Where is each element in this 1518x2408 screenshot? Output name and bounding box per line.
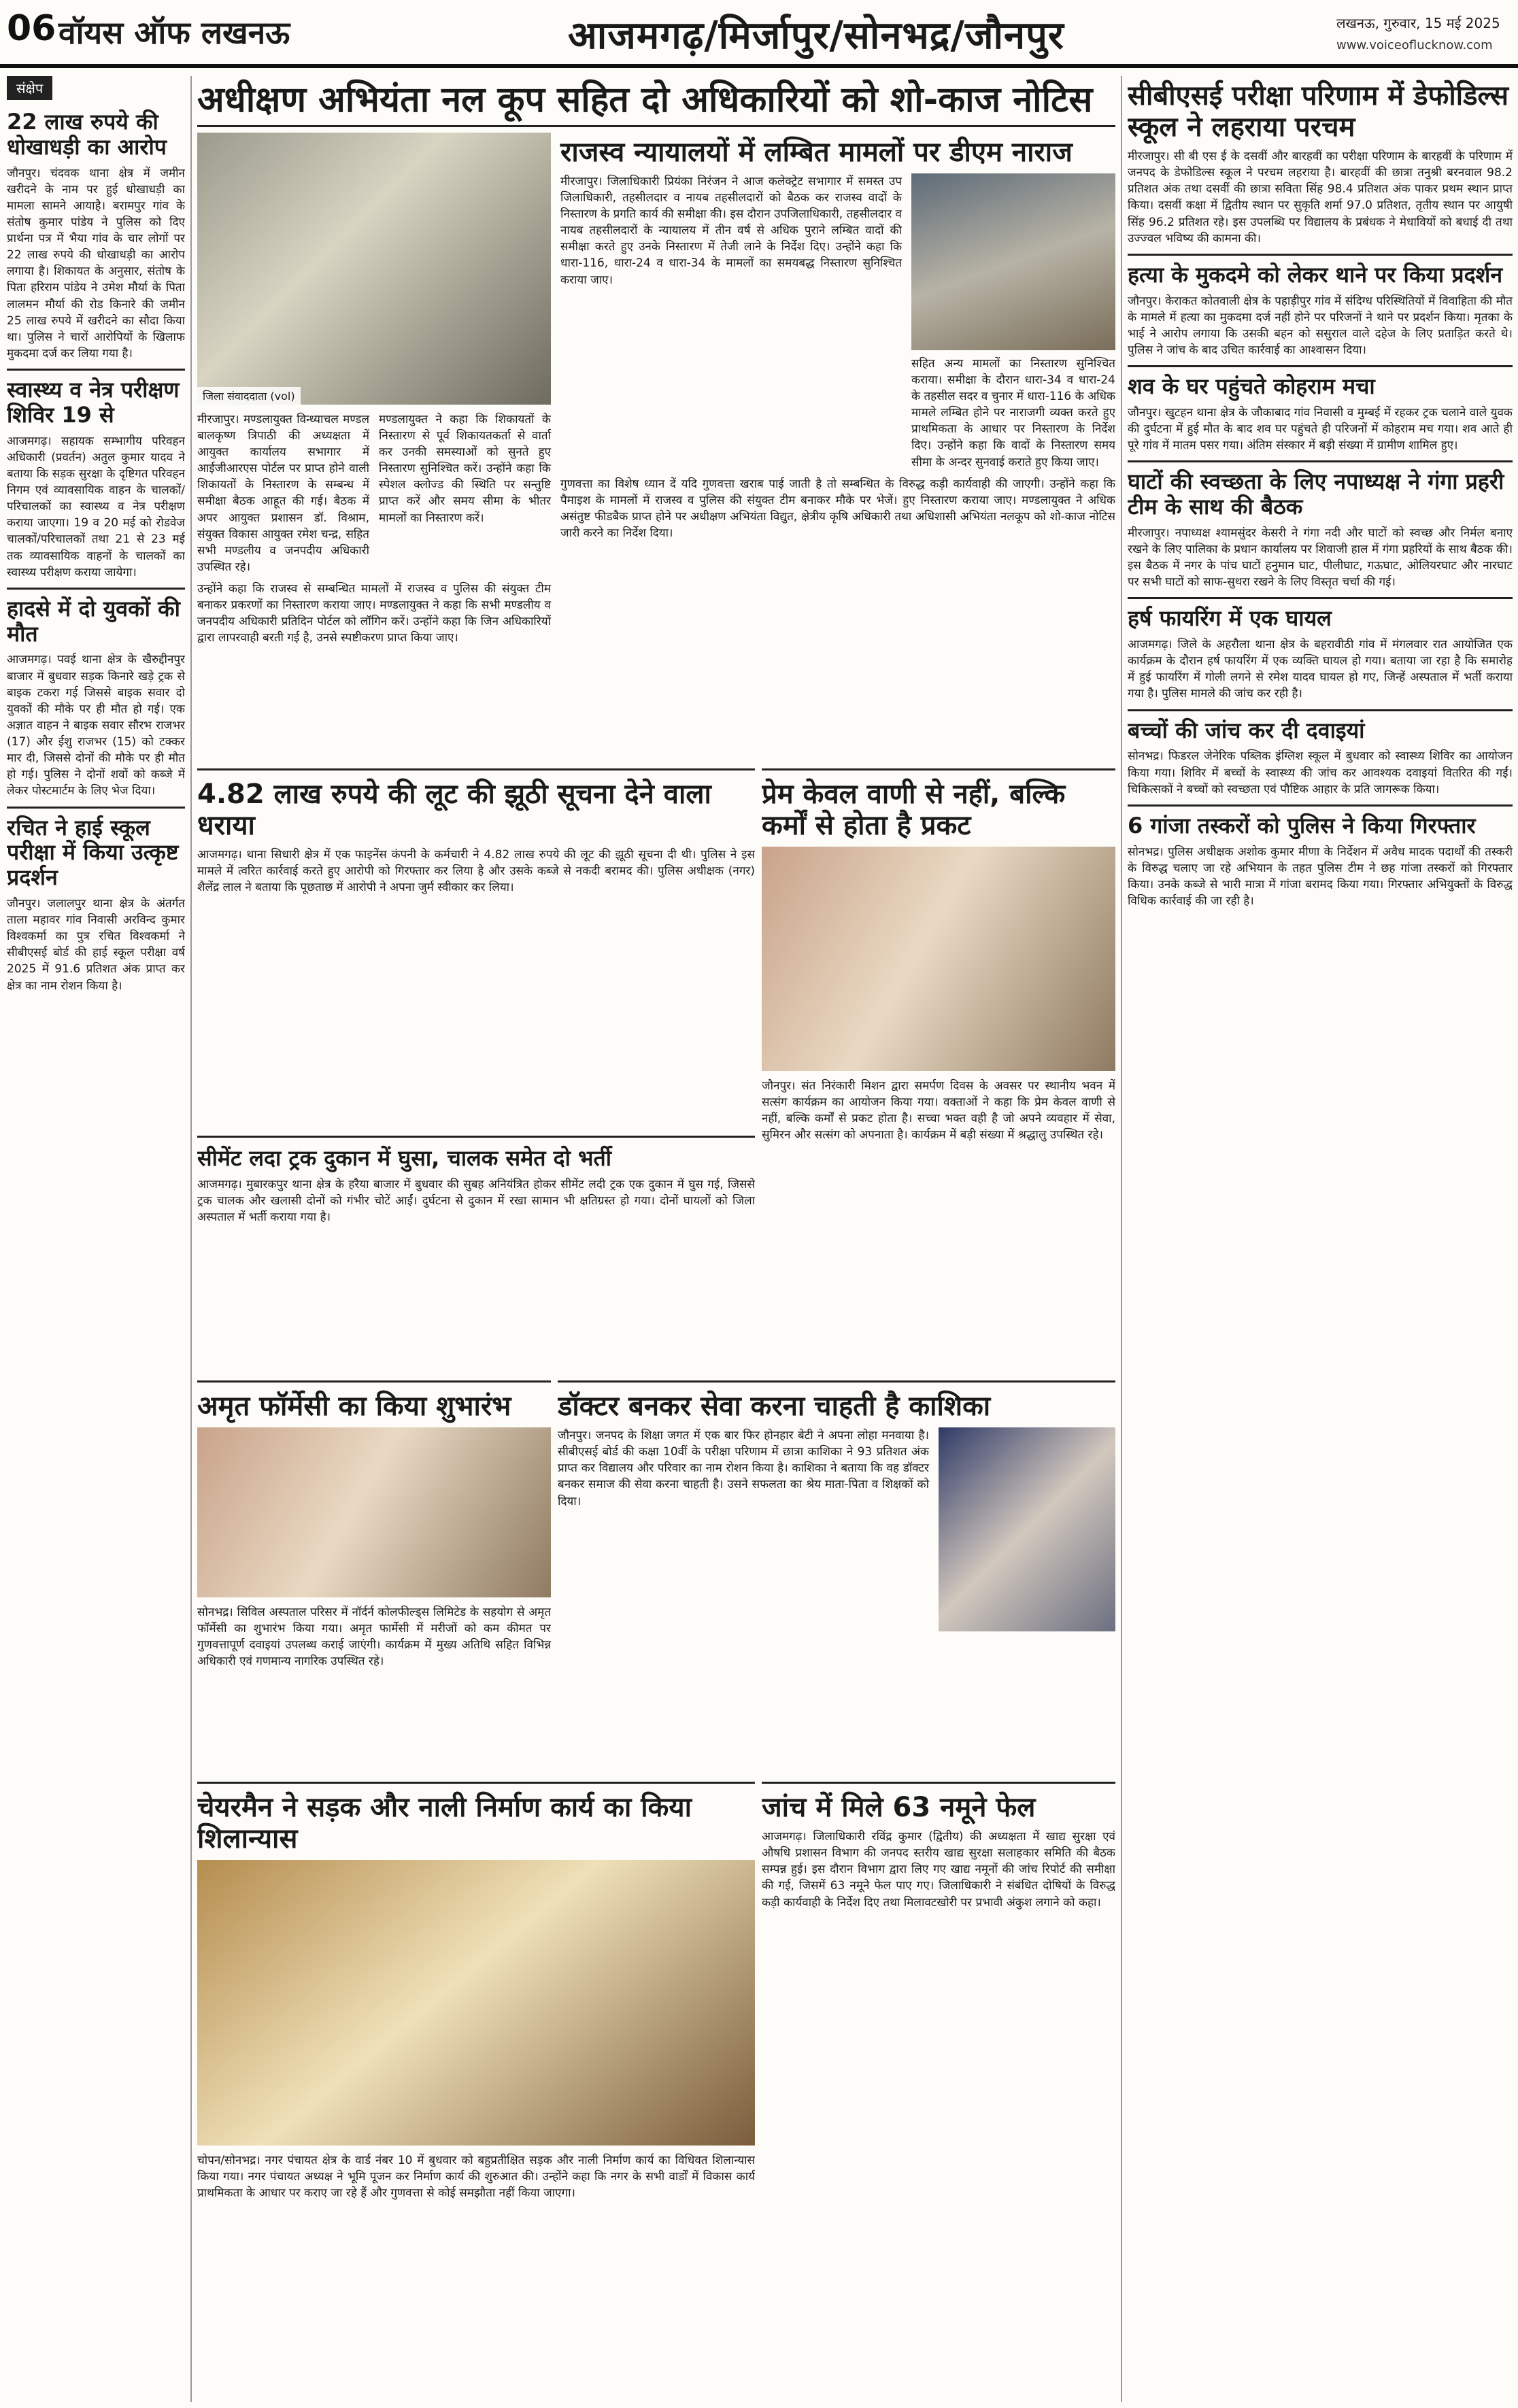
meeting-photo	[911, 173, 1115, 350]
issue-date: लखनऊ, गुरुवार, 15 मई 2025	[1336, 15, 1500, 31]
chair-body: चोपन/सोनभद्र। नगर पंचायत क्षेत्र के वार्ड नंबर 10 में बुधवार को बहुप्रतीक्षित सड़क और नाली निर्माण कार्य का विधिवत शिलान्यास किया गया। नगर पंचायत अध्यक्ष ने भूमि पूजन कर निर्माण कार्य की शुरुआत की। उन्होंने कहा कि नगर के सभी वार्डों में विकास कार्य प्राथमिकता के आधार पर कराए जा रहे हैं और गुणवत्ता से कोई समझौता नहीं किया जाएगा।	[197, 2154, 755, 2201]
lead-headline: अधीक्षण अभियंता नल कूप सहित दो अधिकारियों को शो-काज नोटिस	[197, 80, 1115, 127]
lead-body: मण्डलायुक्त ने कहा कि शिकायतों के निस्तारण से पूर्व शिकायतकर्ता से वार्ता कर उनकी समस्याओं को सुनते हुए निस्तारण सुनिश्चित करें। उन्होंने कहा कि स्पेशल क्लोज्ड की स्थिति पर सन्तुष्टि प्राप्त करें और समय सीमा के भीतर मामलों का निस्तारण करें।	[379, 412, 551, 525]
cbse-headline: सीबीएसई परीक्षा परिणाम में डेफोडिल्स स्कूल ने लहराया परचम	[1128, 80, 1509, 143]
student-photo	[939, 1427, 1115, 1631]
shav-body: जौनपुर। खुटहन थाना क्षेत्र के जौकाबाद गांव निवासी व मुम्बई में रहकर ट्रक चलाने वाले युवक की दुर्घटना में हुई मौत के बाद शव घर पहुंचते ही परिजनों में कोहराम मच गया। शव आते ही पूरे गांव में मातम पसर गया। अंतिम संस्कार में बड़ी संख्या में ग्रामीण शामिल हुए।	[1128, 405, 1513, 453]
brief-body: जौनपुर। चंदवक थाना क्षेत्र में जमीन खरीदने के नाम पर हुई धोखाधड़ी का मामला सामने आयाहै। बरामपुर गांव के संतोष कुमार पांडेय ने पुलिस को दिए प्रार्थना पत्र में भैया गांव के चार लोगों पर 22 लाख रुपये की धोखाधड़ी का आरोप लगाया है। शिकायत के अनुसार, संतोष के पिता हरिराम पांडेय ने उमेश मौर्या के पिता लालमन मौर्या की रोड किनारे की जमीन 25 लाख रुपये में खरीदने का सौदा किया था। पुलिस ने चारों आरोपियों के खिलाफ मुकदमा दर्ज कर लिया गया है।	[7, 166, 185, 360]
brief-headline: हादसे में दो युवकों की मौत	[7, 595, 180, 647]
pharmacy-photo	[197, 1427, 551, 1597]
chair-headline: चेयरमैन ने सड़क और नाली निर्माण कार्य का किया शिलान्यास	[197, 1792, 692, 1854]
photo-caption: जिला संवाददाता (vol)	[197, 387, 301, 405]
lead-photo	[197, 133, 551, 405]
satsang-photo	[762, 847, 1115, 1071]
chair-story	[197, 1782, 755, 2401]
amrit-body: सोनभद्र। सिविल अस्पताल परिसर में नॉर्दर्न कोलफील्ड्स लिमिटेड के सहयोग से अमृत फॉर्मेसी का शुभारंभ किया गया। अमृत फार्मेसी में मरीजों को कम कीमत पर गुणवत्तापूर्ण दवाइयां उपलब्ध कराई जाएंगी। कार्यक्रम में मुख्य अतिथि सहित विभिन्न अधिकारी एवं गणमान्य नागरिक उपस्थित रहे।	[197, 1606, 551, 1669]
harsh-headline: हर्ष फायरिंग में एक घायल	[1128, 605, 1332, 632]
lead-body: मीरजापुर। मण्डलायुक्त विन्ध्याचल मण्डल बालकृष्ण त्रिपाठी की अध्यक्षता में आयुक्त कार्यालय सभागार में आईजीआरएस पोर्टल पर प्राप्त होने वाली शिकायतों के निस्तारण के सम्बन्ध में समीक्षा बैठक आहूत की गई। बैठक में अपर आयुक्त प्रशासन डॉ. विश्राम, संयुक्त विकास आयुक्त रमेश चन्द्र, सहित सभी मण्डलीय व जनपदीय अधिकारी उपस्थित रहे।	[197, 412, 369, 574]
brief-body: आजमगढ़। सहायक सम्भागीय परिवहन अधिकारी (प्रवर्तन) अतुल कुमार यादव ने बताया कि सड़क सुरक्षा के दृष्टिगत परिवहन निगम एवं व्यावसायिक वाहन के चालकों/परिचालकों का स्वास्थ्य व नेत्र परीक्षण कराया जाएगा। 19 व 20 मई को रोडवेज चालकों/परिचालकों तथा 21 से 23 मई तक व्यावसायिक वाहनों के चालकों का स्वास्थ्य परीक्षण कराया जायेगा।	[7, 434, 185, 579]
ganja-headline: 6 गांजा तस्करों को पुलिस ने किया गिरफ्तार	[1128, 812, 1476, 838]
ganja-body: सोनभद्र। पुलिस अधीक्षक अशोक कुमार मीणा के निर्देशन में अवैध मादक पदार्थों की तस्करी के विरुद्ध चलाए जा रहे अभियान के तहत पुलिस टीम ने छह गांजा तस्करों को गिरफ्तार किया। उनके कब्जे से भारी मात्रा में गांजा बरामद किया गया। गिरफ्तार अभियुक्तों के विरुद्ध विधिक कार्रवाई की जा रही है।	[1128, 845, 1513, 908]
ghat-headline: घाटों की स्वच्छता के लिए नपाध्यक्ष ने गंगा प्रहरी टीम के साथ की बैठक	[1128, 469, 1504, 520]
ghat-body: मीरजापुर। नपाध्यक्ष श्यामसुंदर केसरी ने गंगा नदी और घाटों को स्वच्छ और निर्मल बनाए रखने के लिए पालिका के प्रधान कार्यालय पर शिवाजी हाल में गंगा प्रहरियों के साथ बैठक की। इस बैठक में नगर के पांच घाटों हनुमान घाट, पीलीघाट, गऊघाट, ओलियरघाट और नारघाट पर सभी घाटों को साफ-सुथरा रखने के लिए विस्तृत चर्चा की गई।	[1128, 526, 1513, 590]
brand-name: वॉयस ऑफ लखनऊ	[58, 14, 290, 51]
page-number: 06	[7, 8, 56, 49]
prem-headline: प्रेम केवल वाणी से नहीं, बल्कि कर्मों से होता है प्रकट	[762, 779, 1066, 841]
kids-body: सोनभद्र। फिडरल जेनेरिक पब्लिक इंग्लिश स्कूल में बुधवार को स्वास्थ्य शिविर का आयोजन किया गया। शिविर में बच्चों के स्वास्थ्य की जांच कर आवश्यक दवाइयां वितरित की गईं। चिकित्सकों ने बच्चों को स्वच्छता एवं पौष्टिक आहार के प्रति जागरूक किया।	[1128, 749, 1513, 796]
brief-headline: स्वास्थ्य व नेत्र परीक्षण शिविर 19 से	[7, 377, 180, 428]
truck-body: आजमगढ़। मुबारकपुर थाना क्षेत्र के हरैया बाजार में बुधवार की सुबह अनियंत्रित होकर सीमेंट लदी ट्रक एक दुकान में घुस गई, जिससे ट्रक चालक और खलासी दोनों को गंभीर चोटें आईं। दुर्घटना से दुकान में रखा सामान भी क्षतिग्रस्त हो गया। दोनों घायलों को जिला अस्पताल में भर्ती कराया गया है।	[197, 1177, 755, 1225]
masthead	[0, 0, 1518, 68]
right-column	[1128, 76, 1513, 2402]
foundation-photo	[197, 1860, 755, 2146]
loot-story	[197, 768, 755, 1129]
doctor-story	[558, 1380, 1115, 1775]
truck-story	[197, 1136, 755, 1374]
website: www.voiceoflucknow.com	[1336, 38, 1493, 52]
doctor-body: जौनपुर। जनपद के शिक्षा जगत में एक बार फिर होनहार बेटी ने अपना लोहा मनवाया है। सीबीएसई बोर्ड की कक्षा 10वीं के परीक्षा परिणाम में छात्रा काशिका ने 93 प्रतिशत अंक प्राप्त कर विद्यालय और परिवार का नाम रोशन किया है। काशिका ने बताया कि वह डॉक्टर बनकर समाज की सेवा करना चाहती है। उसने सफलता का श्रेय माता-पिता व शिक्षकों को दिया।	[558, 1429, 929, 1508]
amrit-headline: अमृत फॉर्मेसी का किया शुभारंभ	[197, 1391, 511, 1422]
jaanch-body: आजमगढ़। जिलाधिकारी रविंद्र कुमार (द्वितीय) की अध्यक्षता में खाद्य सुरक्षा एवं औषधि प्रशासन विभाग की जनपद स्तरीय खाद्य सुरक्षा सलाहकार समिति की बैठक सम्पन्न हुई। इस दौरान विभाग द्वारा लिए गए खाद्य नमूनों की जांच रिपोर्ट की समीक्षा की गई, जिसमें 63 नमूने फेल पाए गए। जिलाधिकारी ने संबंधित दोषियों के विरुद्ध कड़ी कार्यवाही के निर्देश दिए तथा मिलावटखोरी पर प्रभावी अंकुश लगाने को कहा।	[762, 1830, 1115, 1910]
brief-body: जौनपुर। जलालपुर थाना क्षेत्र के अंतर्गत ताला महावर गांव निवासी अरविन्द कुमार विश्वकर्मा का पुत्र रचित विश्वकर्मा ने सीबीएसई बोर्ड की हाई स्कूल परीक्षा वर्ष 2025 में 91.6 प्रतिशत अंक प्राप्त कर क्षेत्र का नाम रोशन किया है।	[7, 896, 185, 993]
kids-headline: बच्चों की जांच कर दी दवाइयां	[1128, 717, 1365, 743]
dm-body: मीरजापुर। जिलाधिकारी प्रियंका निरंजन ने आज कलेक्ट्रेट सभागार में समस्त उप जिलाधिकारी, तहसीलदार व नायब तहसीलदारों को बैठक कर राजस्व वादों के निस्तारण के प्रगति कार्य की समीक्षा की। इस दौरान उपजिलाधिकारी, तहसीलदार व नायब तहसीलदारों के न्यायालय में तीन वर्ष से अधिक पुराने लम्बित वादों की समीक्षा करते हुए उनके निस्तारण में तेजी लाने के निर्देश दिए। उन्होंने कहा कि धारा-116, धारा-24 व धारा-34 के मामलों का समयबद्ध निस्तारण सुनिश्चित कराया जाए।	[560, 174, 902, 287]
loot-headline: 4.82 लाख रुपये की लूट की झूठी सूचना देने वाला धराया	[197, 779, 711, 841]
jaanch-headline: जांच में मिले 63 नमूने फेल	[762, 1792, 1036, 1823]
amrit-story	[197, 1380, 551, 1775]
lead-story	[197, 76, 1115, 763]
brief-headline: रचित ने हाई स्कूल परीक्षा में किया उत्कृष्ट प्रदर्शन	[7, 814, 179, 891]
brief-headline: 22 लाख रुपये की धोखाधड़ी का आरोप	[7, 109, 167, 160]
prem-body: जौनपुर। संत निरंकारी मिशन द्वारा समर्पण दिवस के अवसर पर स्थानीय भवन में सत्संग कार्यक्रम का आयोजन किया गया। वक्ताओं ने कहा कि प्रेम केवल वाणी से नहीं, बल्कि कर्मों से प्रकट होता है। सच्चा भक्त वही है जो अपने व्यवहार में सेवा, सुमिरन और सत्संग को अपनाता है। कार्यक्रम में बड़ी संख्या में श्रद्धालु उपस्थित रहे।	[762, 1079, 1115, 1142]
loot-body: आजमगढ़। थाना सिधारी क्षेत्र में एक फाइनेंस कंपनी के कर्मचारी ने 4.82 लाख रुपये की लूट की झूठी सूचना दी थी। पुलिस ने इस मामले में त्वरित कार्रवाई करते हुए आरोपी को गिरफ्तार कर लिया है और उसके कब्जे से नकदी बरामद की। पुलिस अधीक्षक (नगर) शैलेंद्र लाल ने बताया कि पूछताछ में आरोपी ने अपना जुर्म स्वीकार कर लिया।	[197, 848, 755, 895]
dm-body: गुणवत्ता का विशेष ध्यान दें यदि गुणवत्ता खराब पाई जाती है तो सम्बन्धित के विरुद्ध कड़ी कार्यवाही की जाएगी। उन्होंने कहा कि पैमाइश के मामलों में राजस्व व पुलिस की संयुक्त टीम बनाकर मौके पर भेजें। हुए निस्तारण कराया जाए। मण्डलायुक्त ने अधिक असंतुष्ट फीडबैक प्राप्त होने पर अधीक्षण अभियंता विद्युत, क्षेत्रीय कृषि अधिकारी तथा अधिशासी अभियंता नलकूप को शो-काज नोटिस जारी करने का निर्देश दिया।	[560, 477, 1115, 541]
truck-headline: सीमेंट लदा ट्रक दुकान में घुसा, चालक समेत दो भर्ती	[197, 1145, 612, 1171]
prem-story	[762, 768, 1115, 1374]
jaanch-story	[762, 1782, 1115, 2401]
murder-headline: हत्या के मुकदमे को लेकर थाने पर किया प्रदर्शन	[1128, 261, 1503, 288]
dm-body: सहित अन्य मामलों का निस्तारण सुनिश्चित कराया। समीक्षा के दौरान धारा-34 व धारा-24 के तहसील सदर व चुनार में धारा-116 के अधिक मामले लम्बित होने पर नाराजगी व्यक्त करते हुए प्राथमिकता के आधार पर निस्तारण के निर्देश दिए। उन्होंने कहा कि वादों के निस्तारण समय सीमा के अन्दर सुनवाई कराते हुए किया जाए।	[911, 356, 1115, 469]
murder-body: जौनपुर। केराकत कोतवाली क्षेत्र के पहाड़ीपुर गांव में संदिग्ध परिस्थितियों में विवाहिता की मौत के मामले में हत्या का मुकदमा दर्ज नहीं होने पर परिजनों ने थाने पर प्रदर्शन किया। मृतका के भाई ने आरोप लगाया कि उसकी बहन को ससुराल वाले दहेज के लिए प्रताड़ित करते थे। पुलिस ने जांच के बाद उचित कार्रवाई का आश्वासन दिया।	[1128, 294, 1513, 357]
dm-headline: राजस्व न्यायालयों में लम्बित मामलों पर डीएम नाराज	[560, 136, 1073, 168]
briefs-column	[7, 76, 185, 2402]
harsh-body: आजमगढ़। जिले के अहरौला थाना क्षेत्र के बहरावीठी गांव में मंगलवार रात आयोजित एक कार्यक्रम के दौरान हर्ष फायरिंग में एक व्यक्ति घायल हो गया। बताया जा रहा है कि समारोह में हुई फायरिंग में गोली लगने से रमेश यादव घायल हो गए, जिन्हें अस्पताल में भर्ती कराया गया है। पुलिस मामले की जांच कर रही है।	[1128, 638, 1513, 701]
region-title: आजमगढ़/मिर्जापुर/सोनभद्र/जौनपुर	[568, 14, 1064, 58]
lead-body: उन्होंने कहा कि राजस्व से सम्बन्धित मामलों में राजस्व व पुलिस की संयुक्त टीम बनाकर प्रकरणों का निस्तारण कराया जाए। मण्डलायुक्त ने कहा कि सभी मण्डलीय व जनपदीय अधिकारी प्रतिदिन पोर्टल को लॉगिन करें। उन्होंने कहा कि जिन अधिकारियों द्वारा लापरवाही बरती गई है, उनसे स्पष्टीकरण प्राप्त किया जाए।	[197, 582, 551, 645]
brief-body: आजमगढ़। पवई थाना क्षेत्र के खैरुद्दीनपुर बाजार में बुधवार सड़क किनारे खड़े ट्रक से बाइक टकरा गई जिससे बाइक सवार दो युवकों की मौके पर ही मौत हो गई। एक अज्ञात वाहन ने बाइक सवार सौरभ राजभर (17) और ईशु राजभर (15) को टक्कर मार दी, जिससे दोनों की मौके पर ही मौत हो गई। पुलिस ने दोनों शवों को कब्जे में लेकर पोस्टमार्टम के लिए भेज दिया।	[7, 653, 185, 798]
cbse-body: मीरजापुर। सी बी एस ई के दसवीं और बारहवीं का परीक्षा परिणाम के बारहवीं के परिणाम में जनपद के डेफोडिल्स स्कूल ने परचम लहराया है। बारहवीं की छात्रा तनुश्री बरनवाल 98.2 प्रतिशत अंक तथा दसवीं की छात्रा सविता सिंह 98.4 प्रतिशत अंक पाकर प्रथम स्थान प्राप्त किया। दसवीं कक्षा में द्वितीय स्थान पर सुकृति शर्मा 97.0 प्रतिशत, तृतीय स्थान पर आयुषी सिंह 96.2 प्रतिशत रहे। इस उपलब्धि पर विद्यालय के प्रबंधक ने मेधावियों को बधाई दी तथा उज्ज्वल भविष्य की कामना की।	[1128, 150, 1513, 245]
doctor-headline: डॉक्टर बनकर सेवा करना चाहती है काशिका	[558, 1391, 991, 1422]
shav-headline: शव के घर पहुंचते कोहराम मचा	[1128, 373, 1375, 400]
briefs-tag: संक्षेप	[7, 76, 52, 100]
